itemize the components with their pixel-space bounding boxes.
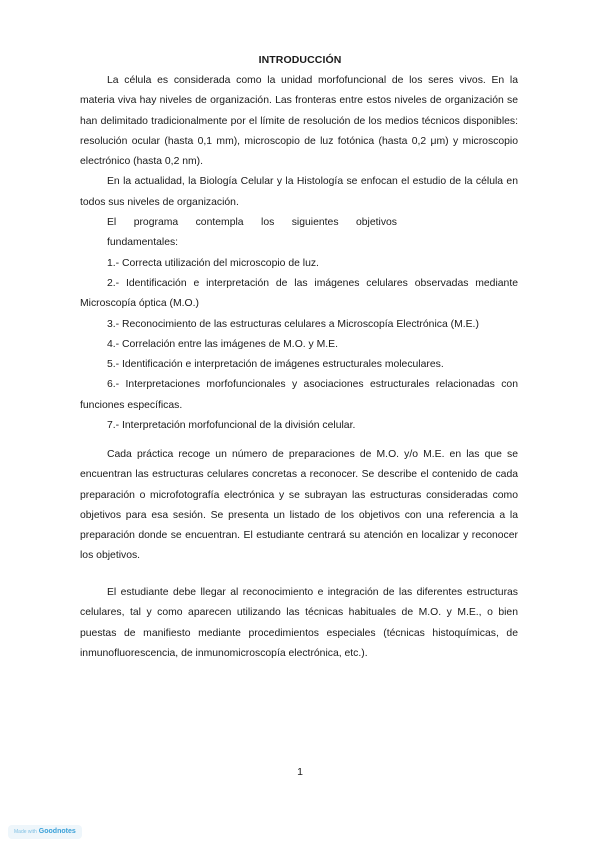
goodnotes-watermark — [8, 825, 82, 839]
document-title: INTRODUCCIÓN — [258, 54, 342, 66]
objective-item-7: 7.- Interpretación morfofuncional de la división celular. — [107, 420, 356, 432]
paragraph-cell-definition: La célula es considerada como la unidad morfofuncional de los seres vivos. En la materia viva hay niveles de organización. Las fronteras entre estos niveles de organización se han delimitado tradicionalmente por el límite de resolución de los medios técnicos disponibles: resolución ocular (hasta 0,1 mm), microscopio de luz fotónica (hasta 0,2 μm) y microscopio electrónico (hasta 0,2 nm). — [80, 75, 518, 168]
objective-item-4: 4.- Correlación entre las imágenes de M.O. y M.E. — [107, 338, 338, 350]
intro-section — [80, 71, 518, 436]
objective-item-2: 2.- Identificación e interpretación de las imágenes celulares observadas mediante Microscopía óptica (M.O.) — [80, 277, 518, 310]
paragraph-practice: Cada práctica recoge un número de preparaciones de M.O. y/o M.E. en las que se encuentran las estructuras celulares concretas a reconocer. Se describe el contenido de cada preparación o microfotografía electrónica y se subrayan las estructuras consideradas como objetivos para esa sesión. Se presenta un listado de los objetivos con una referencia a la preparación donde se encuentran. El estudiante centrará su atención en localizar y reconocer los objetivos. — [80, 449, 518, 562]
student-section — [80, 583, 518, 664]
objective-item-5: 5.- Identificación e interpretación de imágenes estructurales moleculares. — [107, 359, 444, 371]
watermark-brand: Goodnotes — [38, 828, 76, 835]
objective-item-1: 1.- Correcta utilización del microscopio de luz. — [107, 257, 319, 269]
practice-section — [80, 445, 518, 567]
objective-item-3: 3.- Reconocimiento de las estructuras celulares a Microscopía Electrónica (M.E.) — [107, 318, 479, 330]
objectives-intro-line1: El programa contempla los siguientes objetivos — [107, 217, 397, 229]
watermark-made-with: Made with — [14, 829, 37, 835]
objective-item-6: 6.- Interpretaciones morfofuncionales y asociaciones estructurales relacionadas con funciones específicas. — [80, 379, 518, 411]
paragraph-current-focus: En la actualidad, la Biología Celular y la Histología se enfocan el estudio de la célula en todos sus niveles de organización. — [80, 176, 518, 208]
objectives-intro-line2: fundamentales: — [107, 237, 179, 249]
paragraph-student: El estudiante debe llegar al reconocimiento e integración de las diferentes estructuras celulares, tal y como aparecen utilizando las técnicas habituales de M.O. y M.E., o bien puestas de manifiesto mediante procedimientos especiales (técnicas histoquímicas, de inmunofluorescencia, de inmunomicroscopía electrónica, etc.). — [80, 587, 518, 659]
page-number: 1 — [297, 766, 303, 778]
